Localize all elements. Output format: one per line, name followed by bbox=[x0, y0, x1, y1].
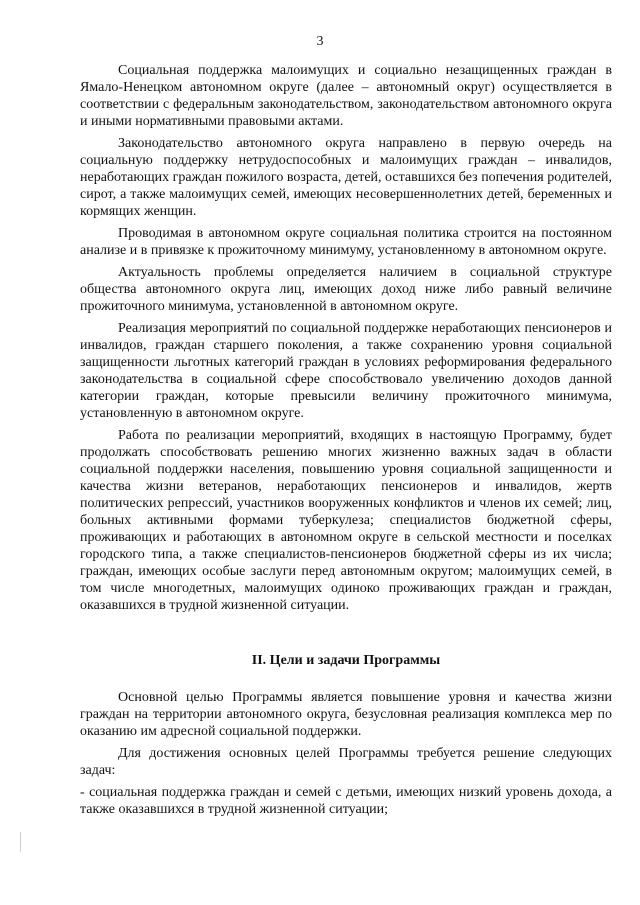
paragraph-implementation: Реализация мероприятий по социальной поддержке неработающих пенсионеров и инвалидов, граждан старшего поколения, а также сохранению уровня социальной защищенности льготных категорий граждан в условиях реформирования федерального законодательства в социальной сфере способствовало увеличению доходов данной категории граждан, которые превысили величину прожиточного минимума, установленную в автономном округе. bbox=[80, 321, 612, 421]
page-number: 3 bbox=[316, 34, 324, 49]
list-item-task: - социальная поддержка граждан и семей с детьми, имеющих низкий уровень дохода, а также оказавшихся в трудной жизненной ситуации; bbox=[80, 785, 612, 817]
paragraph-relevance: Актуальность проблемы определяется наличием в социальной структуре общества автономного округа лиц, имеющих доход ниже либо равный величине прожиточного минимума, установленной в автономном округе. bbox=[80, 265, 612, 314]
paragraph-legislation: Законодательство автономного округа направлено в первую очередь на социальную поддержку нетрудоспособных и малоимущих граждан – инвалидов, неработающих граждан пожилого возраста, детей, оставшихся без попечения родителей, сирот, а также малоимущих семей, имеющих несовершеннолетних детей, беременных и кормящих женщин. bbox=[80, 136, 612, 219]
paragraph-tasks-intro: Для достижения основных целей Программы требуется решение следующих задач: bbox=[80, 746, 612, 778]
paragraph-social-support: Социальная поддержка малоимущих и социально незащищенных граждан в Ямало-Ненецком автономном округе (далее – автономный округ) осуществляется в соответствии с федеральным законодательством, законодательством автономного округа и иными нормативными правовыми актами. bbox=[80, 63, 612, 129]
paragraph-social-policy: Проводимая в автономном округе социальная политика строится на постоянном анализе и в привязке к прожиточному минимуму, установленному в автономном округе. bbox=[80, 226, 612, 258]
paragraph-main-goal: Основной целью Программы является повышение уровня и качества жизни граждан на территории автономного округа, безусловная реализация комплекса мер по оказанию им адресной социальной поддержки. bbox=[80, 690, 612, 739]
paragraph-program-work: Работа по реализации мероприятий, входящих в настоящую Программу, будет продолжать способствовать решению многих жизненно важных задач в области социальной поддержки населения, повышению уровня социальной защищенности и качества жизни ветеранов, неработающих пенсионеров и инвалидов, жертв политических репрессий, участников вооруженных конфликтов и членов их семей; лиц, больных активными формами туберкулеза; специалистов бюджетной сферы, проживающих и работающих в автономном округе в сельской местности и поселках городского типа, а также специалистов-пенсионеров бюджетной сферы из их числа; граждан, имеющих особые заслуги перед автономным округом; малоимущих семей, в том числе многодетных, малоимущих одиноко проживающих граждан и граждан, оказавшихся в трудной жизненной ситуации. bbox=[80, 428, 612, 613]
section-heading: II. Цели и задачи Программы bbox=[251, 653, 441, 668]
scan-margin-mark bbox=[20, 832, 21, 852]
document-body bbox=[80, 62, 612, 823]
